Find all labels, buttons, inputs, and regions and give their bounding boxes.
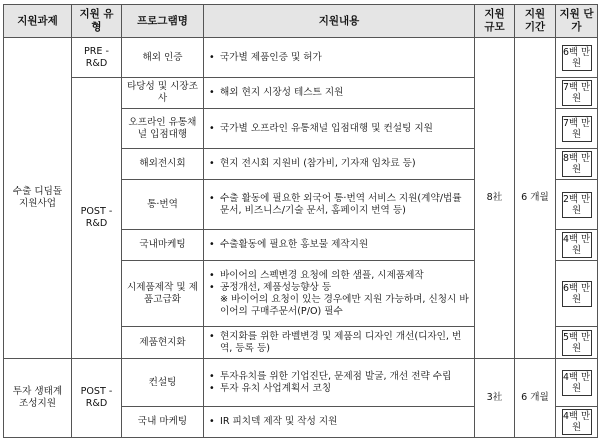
- task-cell: 수출 디딤돌 지원사업: [4, 38, 72, 359]
- price-badge: 4백 만원: [562, 234, 591, 256]
- price-cell: [556, 180, 598, 230]
- support-program-table: [3, 4, 598, 438]
- price-badge: 5백 만원: [562, 331, 591, 354]
- program-cell: 오프라인 유통채널 입점대행: [122, 109, 204, 149]
- program-cell: 시제품제작 및 제품고급화: [122, 261, 204, 327]
- price-cell: [556, 149, 598, 180]
- content-item: • 바이어의 스펙변경 요청에 의한 샘플, 시제품제작: [207, 270, 471, 282]
- program-cell: 컨설팅: [122, 359, 204, 407]
- table-row: [4, 359, 598, 407]
- header-scale: 지원 규모: [475, 5, 515, 38]
- table-header-row: [4, 5, 598, 38]
- period-cell: 6 개월: [515, 359, 556, 438]
- price-badge: 6백 만원: [562, 46, 591, 69]
- table-row: [4, 38, 598, 78]
- price-cell: [556, 109, 598, 149]
- program-cell: 제품현지화: [122, 327, 204, 359]
- content-item: • 공정개선, 제품성능향상 등: [207, 282, 471, 294]
- type-cell: PRE - R&D: [72, 38, 122, 78]
- content-cell: [204, 407, 475, 438]
- price-cell: [556, 327, 598, 359]
- content-item: • 수출활동에 필요한 홍보물 제작지원: [207, 239, 471, 251]
- period-cell: 6 개월: [515, 38, 556, 359]
- scale-cell: 8社: [475, 38, 515, 359]
- program-cell: 해외전시회: [122, 149, 204, 180]
- price-cell: [556, 38, 598, 78]
- content-cell: [204, 38, 475, 78]
- header-period: 지원 기간: [515, 5, 556, 38]
- program-cell: 타당성 및 시장조사: [122, 78, 204, 109]
- content-item: • 해외 현지 시장성 테스트 지원: [207, 87, 471, 99]
- content-cell: [204, 230, 475, 261]
- header-type: 지원 유형: [72, 5, 122, 38]
- price-badge: 7백 만원: [562, 82, 591, 104]
- scale-cell: 3社: [475, 359, 515, 438]
- content-item: • 현지화를 위한 라벨변경 및 제품의 디자인 개선(디자인, 번역, 등록 등): [207, 331, 471, 355]
- content-note: ※ 바이어의 요청이 있는 경우에만 지원 가능하며, 신청시 바이어의 구매주문서(P/O) 필수: [220, 293, 469, 317]
- content-cell: [204, 149, 475, 180]
- program-cell: 국내마케팅: [122, 230, 204, 261]
- content-cell: [204, 359, 475, 407]
- content-item: • IR 피치덱 제작 및 작성 지원: [207, 416, 471, 428]
- price-badge: 4백 만원: [562, 371, 591, 394]
- content-item: • 투자 유치 사업계획서 코칭: [207, 383, 471, 395]
- type-cell: POST - R&D: [72, 78, 122, 359]
- price-badge: 6백 만원: [562, 282, 591, 305]
- price-badge: 8백 만원: [562, 153, 591, 175]
- price-cell: [556, 407, 598, 438]
- task-cell: 투자 생태계 조성지원: [4, 359, 72, 438]
- content-cell: [204, 261, 475, 327]
- price-badge: 7백 만원: [562, 117, 591, 140]
- content-item: • 투자유치를 위한 기업진단, 문제점 발굴, 개선 전략 수립: [207, 371, 471, 383]
- price-badge: 2백 만원: [562, 193, 591, 216]
- price-cell: [556, 261, 598, 327]
- header-program: 프로그램명: [122, 5, 204, 38]
- content-item: • 국가별 제품인증 및 허가: [207, 52, 471, 64]
- program-cell: 국내 마케팅: [122, 407, 204, 438]
- program-cell: 해외 인증: [122, 38, 204, 78]
- content-cell: [204, 180, 475, 230]
- content-cell: [204, 327, 475, 359]
- price-badge: 4백 만원: [562, 411, 591, 433]
- program-cell: 통·번역: [122, 180, 204, 230]
- content-cell: [204, 78, 475, 109]
- header-price: 지원 단가: [556, 5, 598, 38]
- content-cell: [204, 109, 475, 149]
- price-cell: [556, 359, 598, 407]
- content-item: • 수출 활동에 필요한 외국어 통·번역 서비스 지원(계약/법률 문서, 비즈니스/기술 문서, 홈페이지 번역 등): [207, 193, 471, 217]
- price-cell: [556, 78, 598, 109]
- header-content: 지원내용: [204, 5, 475, 38]
- price-cell: [556, 230, 598, 261]
- header-task: 지원과제: [4, 5, 72, 38]
- content-item: • 국가별 오프라인 유통채널 입점대행 및 컨설팅 지원: [207, 123, 471, 135]
- content-item: • 현지 전시회 지원비 (참가비, 기자재 임차료 등): [207, 158, 471, 170]
- type-cell: POST - R&D: [72, 359, 122, 438]
